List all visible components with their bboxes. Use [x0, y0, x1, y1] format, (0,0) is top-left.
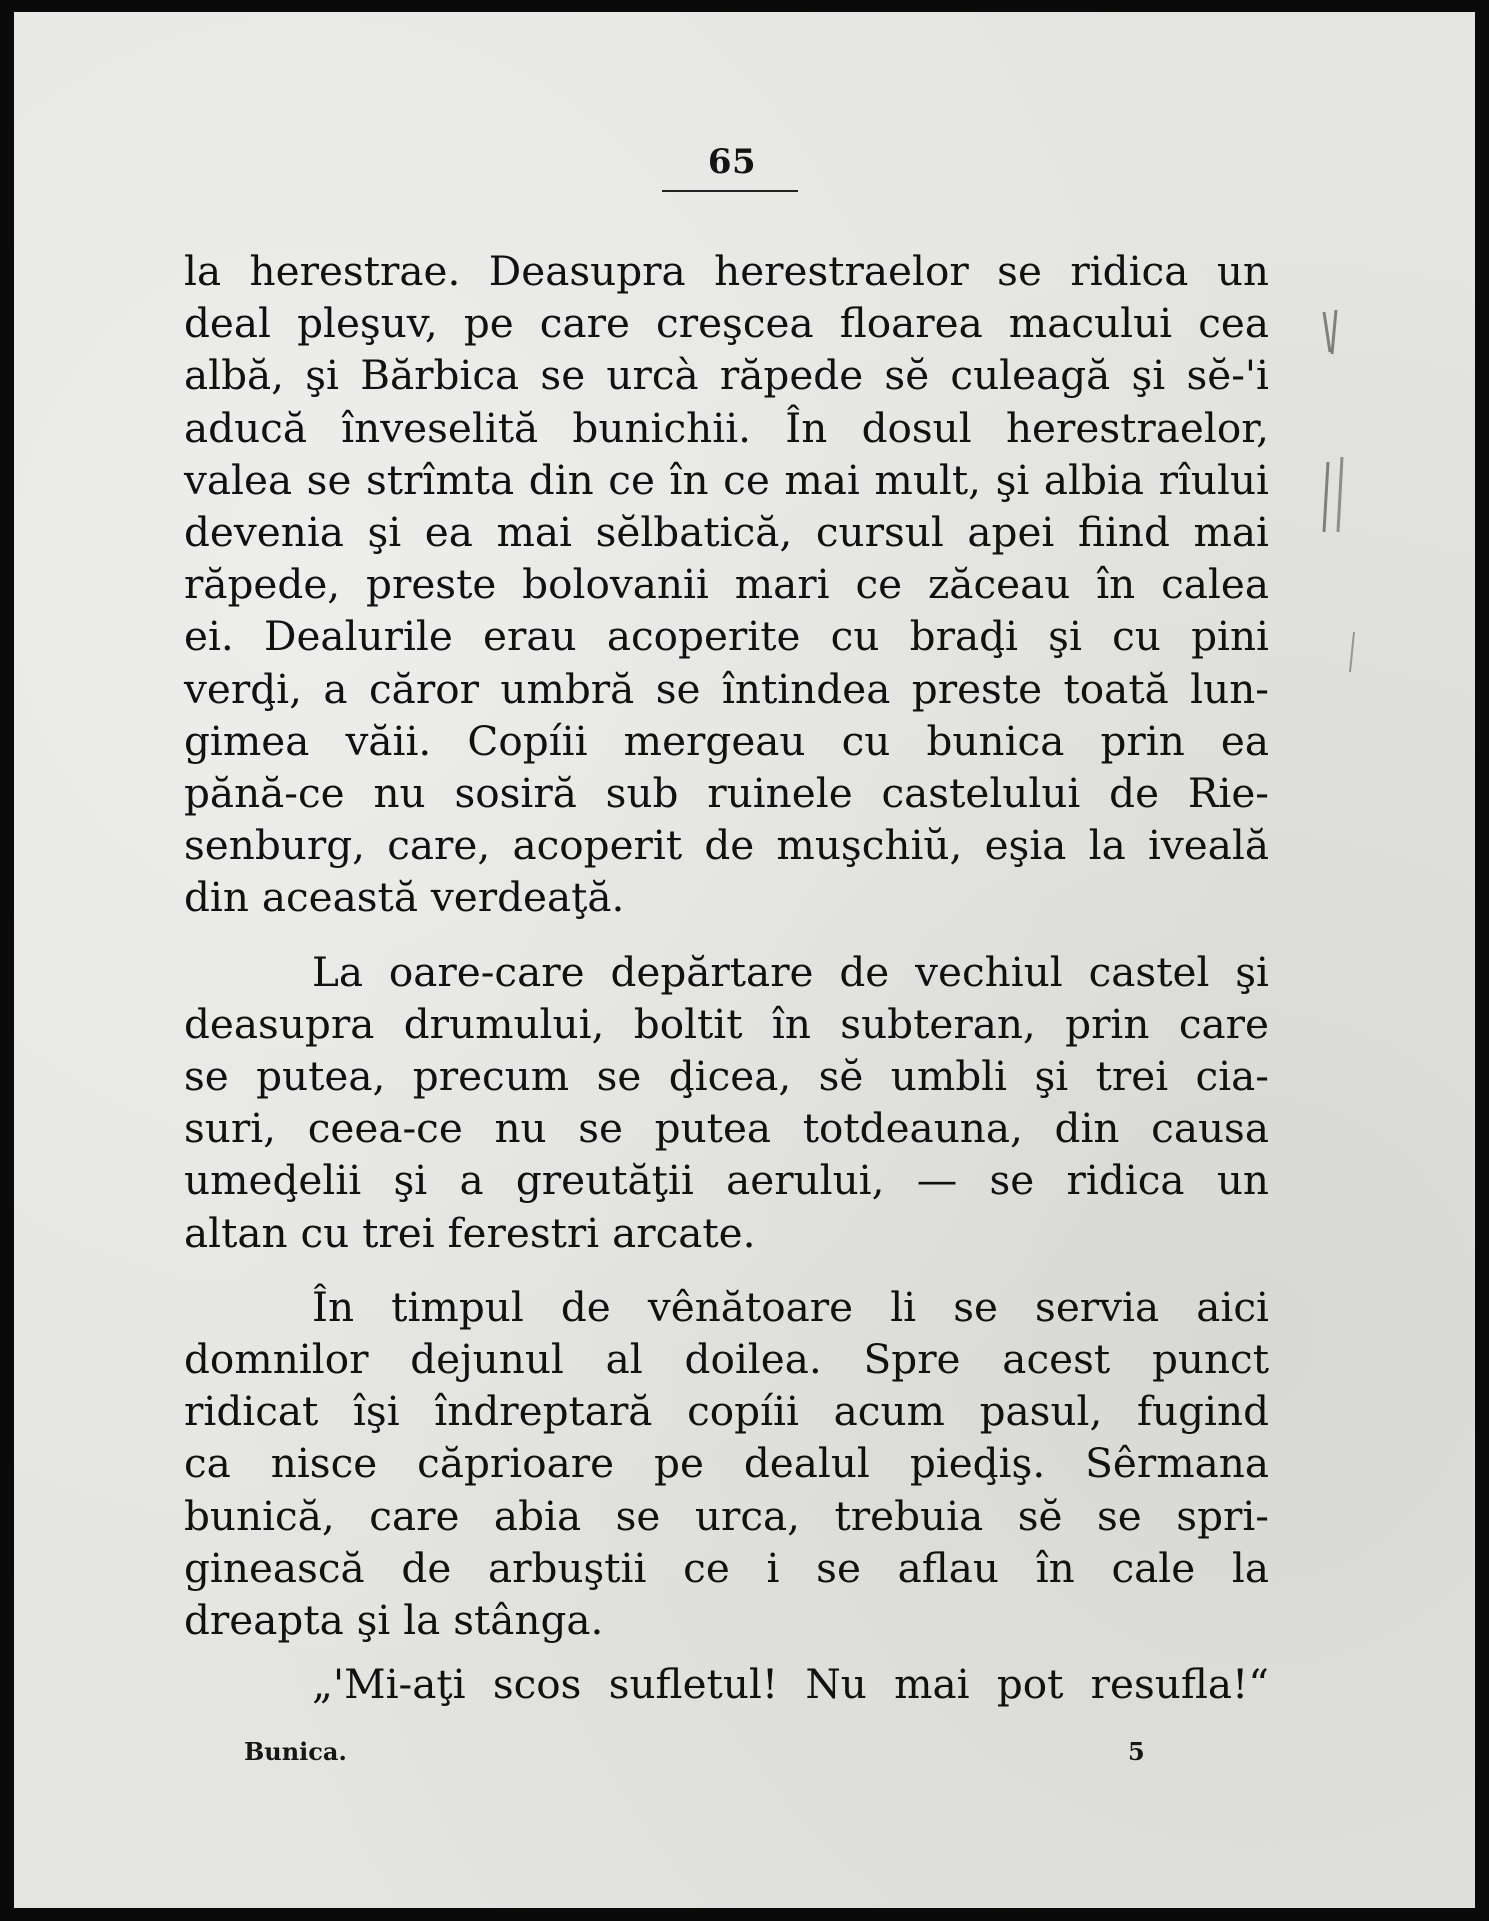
paragraph-1 [184, 245, 1269, 924]
margin-scan-marks [1314, 292, 1404, 712]
text-line: La oare-care depărtare de vechiul castel şi [312, 947, 1269, 996]
paragraph-4 [184, 1658, 1269, 1710]
footer-sheet-number: 5 [1128, 1737, 1145, 1766]
text-line: verḑi, a căror umbră se întindea preste toată lun- [184, 664, 1269, 713]
text-line: se putea, precum se ḑicea, sĕ umbli şi trei cia- [184, 1052, 1269, 1101]
paragraph-gap [184, 1646, 1269, 1658]
text-line: ginească de arbuştii ce i se aflau în cale la [184, 1543, 1269, 1592]
text-line: umeḑelii şi a greutăţii aerului, — se ridica un [184, 1156, 1269, 1205]
text-line: aducă înveselită bunichii. În dosul herestraelor, [184, 403, 1269, 452]
paragraph-gap [184, 924, 1269, 946]
book-page [14, 12, 1475, 1908]
text-line: senburg, care, acoperit de muşchiŭ, eşia la iveală [184, 821, 1269, 870]
text-line: bunică, care abia se urca, trebuia sĕ se spri- [184, 1491, 1269, 1540]
text-line: ca nisce căprioare pe dealul pieḑiş. Sêrmana [184, 1439, 1269, 1488]
footer-signature: Bunica. [244, 1737, 347, 1766]
text-line: altan cu trei ferestri arcate. [184, 1208, 756, 1257]
text-line: pănă-ce nu sosiră sub ruinele castelului de Rie- [184, 769, 1269, 818]
text-line: răpede, preste bolovanii mari ce zăceau în calea [184, 560, 1269, 609]
text-line: dreapta şi la stânga. [184, 1596, 604, 1645]
paragraph-gap [184, 1259, 1269, 1281]
text-line: ridicat îşi îndreptară copíii acum pasul, fugind [184, 1387, 1269, 1436]
header-rule [662, 190, 798, 192]
text-line: gimea văii. Copíii mergeau cu bunica prin ea [184, 716, 1269, 765]
text-line: din această verdeaţă. [184, 873, 625, 922]
text-line: deal pleşuv, pe care creşcea floarea macului cea [184, 299, 1269, 348]
page-number: 65 [707, 142, 757, 182]
text-line: În timpul de vênătoare li se servia aici [312, 1282, 1269, 1331]
text-line: albă, şi Bărbica se urcà răpede sĕ culeagă şi sĕ-'i [184, 351, 1269, 400]
text-line: suri, ceea-ce nu se putea totdeauna, din causa [184, 1104, 1269, 1153]
body-text [184, 245, 1269, 1710]
text-line: deasupra drumului, boltit în subteran, prin care [184, 999, 1269, 1048]
paragraph-2 [184, 946, 1269, 1259]
paragraph-3 [184, 1281, 1269, 1646]
text-line: la herestrae. Deasupra herestraelor se ridica un [184, 247, 1269, 295]
text-line: devenia şi ea mai sĕlbatică, cursul apei fiind mai [184, 508, 1269, 557]
text-line: ei. Dealurile erau acoperite cu braḑi şi cu pini [184, 612, 1269, 661]
text-line: domnilor dejunul al doilea. Spre acest punct [184, 1335, 1269, 1384]
text-line: „'Mi-aţi scos sufletul! Nu mai pot resufla!“ [312, 1660, 1269, 1709]
text-line: valea se strîmta din ce în ce mai mult, şi albia rîului [184, 455, 1269, 504]
